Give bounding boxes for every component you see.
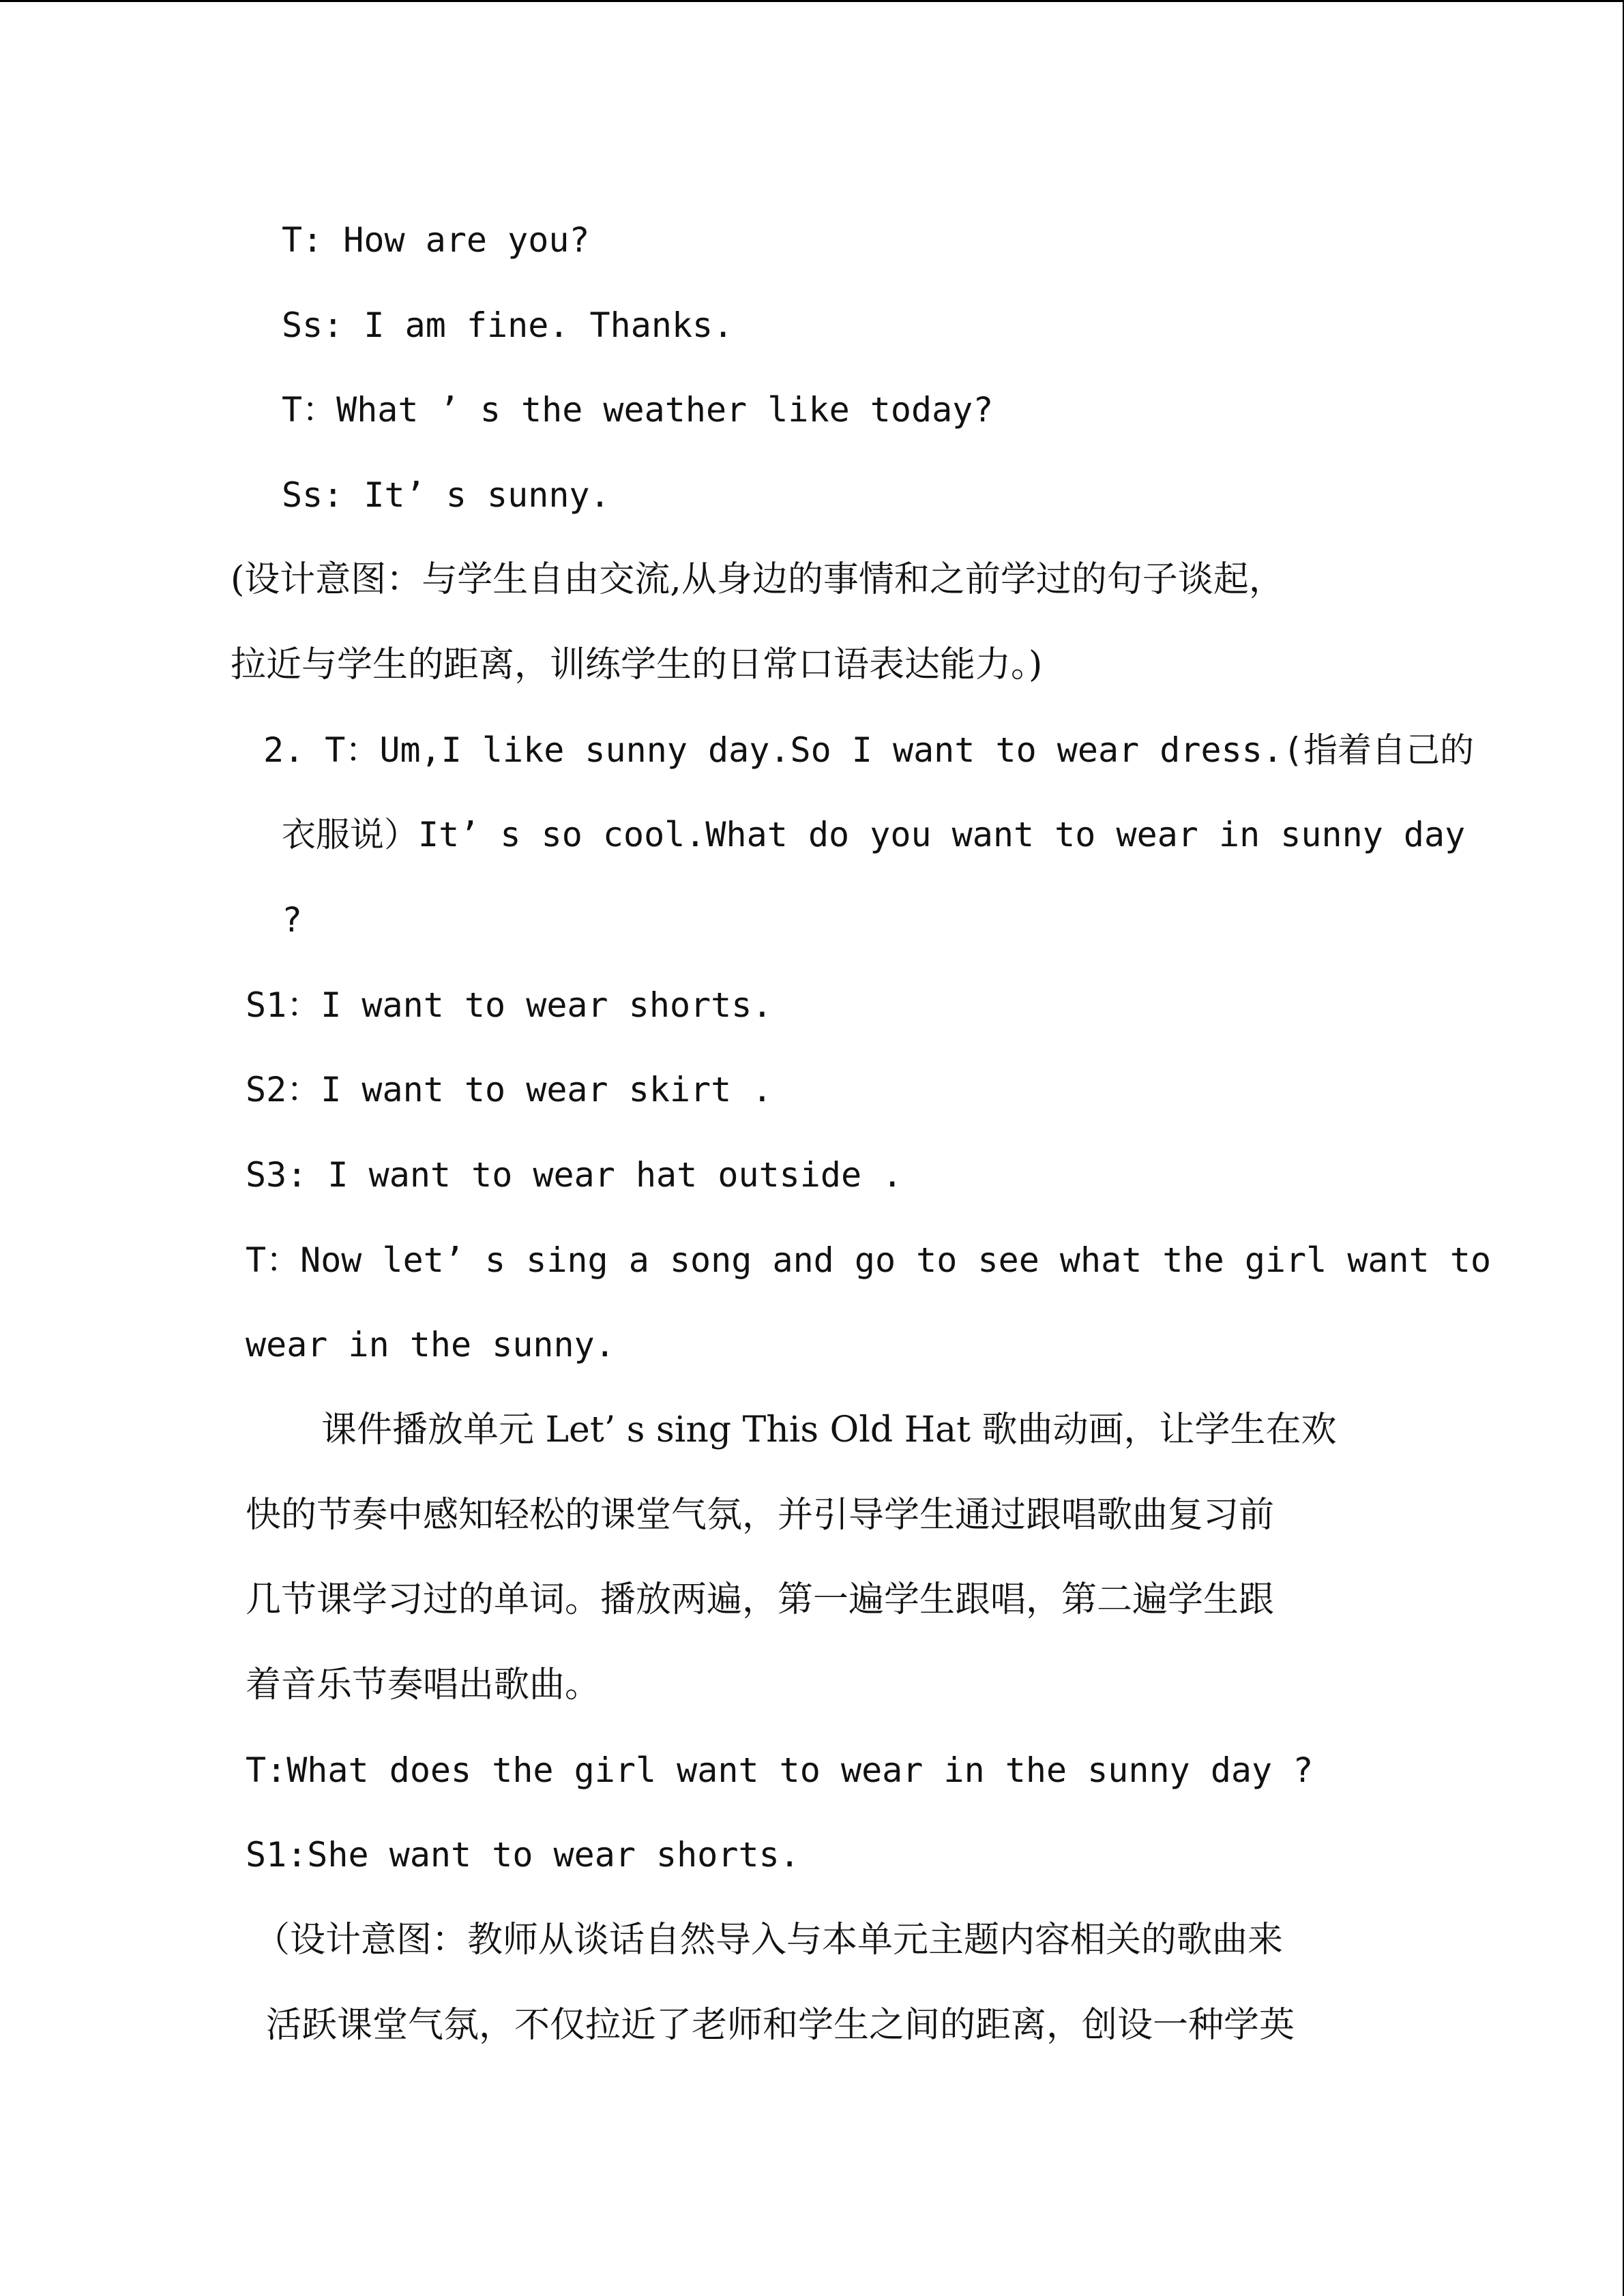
design-intent-note: 拉近与学生的距离，训练学生的日常口语表达能力。): [231, 644, 1043, 685]
paragraph-line: 快的节奏中感知轻松的课堂气氛，并引导学生通过跟唱歌曲复习前: [246, 1495, 1275, 1536]
dialogue-line: T: How are you?: [282, 220, 590, 260]
dialogue-line: 衣服说）It’ s so cool.What do you want to wear in sunny day: [282, 815, 1466, 854]
dialogue-line: 2. T：Um,I like sunny day.So I want to wear dress.(指着自己的: [263, 730, 1475, 770]
design-intent-note: 活跃课堂气氛，不仅拉近了老师和学生之间的距离，创设一种学英: [266, 2005, 1295, 2046]
dialogue-line: S1:She want to wear shorts.: [246, 1835, 800, 1875]
dialogue-line: wear in the sunny.: [246, 1325, 615, 1365]
dialogue-line: T：Now let’ s sing a song and go to see what the girl want to: [246, 1240, 1492, 1280]
design-intent-note: （设计意图：教师从谈话自然导入与本单元主题内容相关的歌曲来: [254, 1920, 1284, 1960]
dialogue-line: S2：I want to wear skirt .: [246, 1070, 773, 1109]
dialogue-line: S1：I want to wear shorts.: [246, 985, 773, 1025]
page-top-border: [0, 0, 1624, 2]
paragraph-line: 几节课学习过的单词。播放两遍，第一遍学生跟唱，第二遍学生跟: [246, 1579, 1275, 1620]
dialogue-line: S3: I want to wear hat outside .: [246, 1155, 903, 1195]
dialogue-line: Ss: I am fine. Thanks.: [282, 305, 734, 345]
dialogue-line: T:What does the girl want to wear in the sunny day ?: [246, 1750, 1314, 1790]
dialogue-line: Ss: It’ s sunny.: [282, 475, 610, 515]
paragraph-line: 着音乐节奏唱出歌曲。: [246, 1665, 601, 1705]
paragraph-line: 课件播放单元 Let’ s sing This Old Hat 歌曲动画，让学生在欢: [321, 1410, 1337, 1450]
dialogue-line: T：What ’ s the weather like today?: [282, 390, 994, 430]
design-intent-note: (设计意图：与学生自由交流,从身边的事情和之前学过的句子谈起，: [231, 559, 1284, 600]
dialogue-line: ?: [282, 900, 303, 940]
